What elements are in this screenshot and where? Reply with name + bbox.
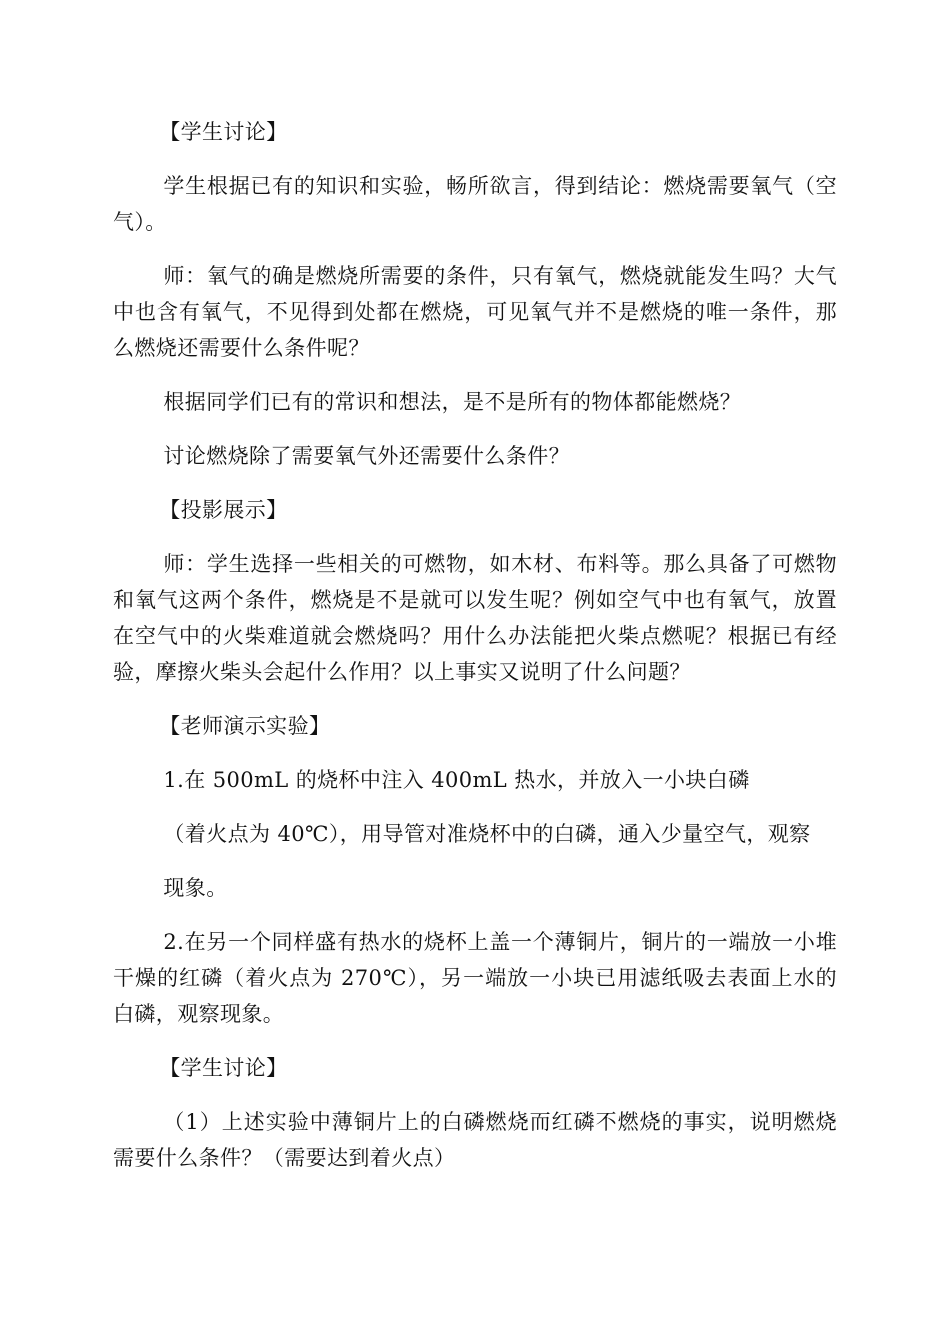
paragraph-experiment-1-step: 1.在 500mL 的烧杯中注入 400mL 热水，并放入一小块白磷 — [163, 768, 750, 792]
paragraph-all-objects-burn: 根据同学们已有的常识和想法，是不是所有的物体都能燃烧？ — [163, 390, 742, 414]
heading-teacher-demo: 【老师演示实验】 — [159, 714, 331, 738]
paragraph-experiment-1-detail: （着火点为 40℃），用导管对准烧杯中的白磷，通入少量空气，观察 — [163, 822, 811, 846]
heading-student-discussion: 【学生讨论】 — [159, 120, 288, 144]
heading-student-discussion-2: 【学生讨论】 — [159, 1056, 288, 1080]
paragraph-question-1: （1）上述实验中薄铜片上的白磷燃烧而红磷不燃烧的事实，说明燃烧需要什么条件？（需要达到着火点） — [113, 1110, 837, 1170]
paragraph-teacher-combustibles: 师：学生选择一些相关的可燃物，如木材、布料等。那么具备了可燃物和氧气这两个条件，燃烧是不是就可以发生呢？例如空气中也有氧气，放置在空气中的火柴难道就会燃烧吗？用什么办法能把火柴点燃呢？根据已有经验，摩擦火柴头会起什么作用？以上事实又说明了什么问题？ — [113, 552, 837, 684]
heading-projection: 【投影展示】 — [159, 498, 288, 522]
paragraph-teacher-question: 师：氧气的确是燃烧所需要的条件，只有氧气，燃烧就能发生吗？大气中也含有氧气，不见得到处都在燃烧，可见氧气并不是燃烧的唯一条件，那么燃烧还需要什么条件呢？ — [113, 264, 837, 360]
paragraph-experiment-2: 2.在另一个同样盛有热水的烧杯上盖一个薄铜片，铜片的一端放一小堆干燥的红磷（着火点为 270℃），另一端放一小块已用滤纸吸去表面上水的白磷，观察现象。 — [113, 930, 837, 1026]
document-body — [113, 114, 837, 1176]
paragraph-discuss-conditions: 讨论燃烧除了需要氧气外还需要什么条件？ — [163, 444, 570, 468]
paragraph-conclusion-oxygen: 学生根据已有的知识和实验，畅所欲言，得到结论：燃烧需要氧气（空气）。 — [113, 174, 837, 234]
paragraph-experiment-1-observe: 现象。 — [163, 876, 228, 900]
